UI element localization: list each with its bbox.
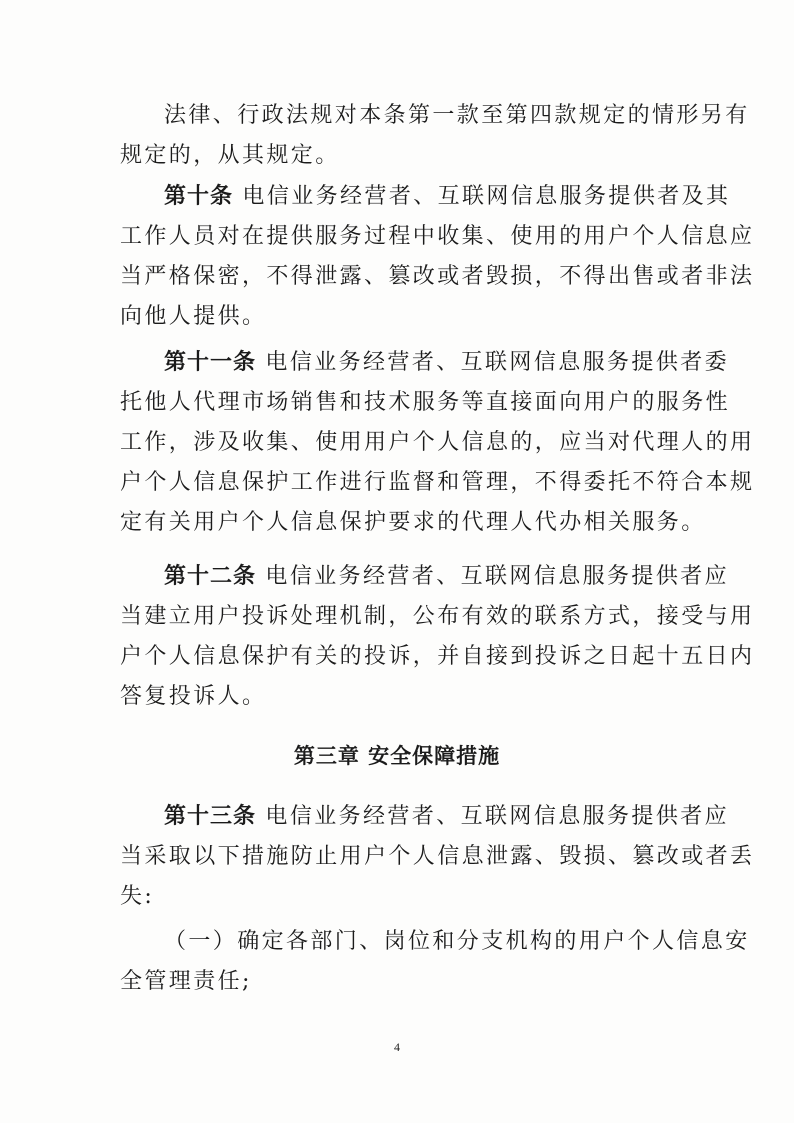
text-line: 电信业务经营者、互联网信息服务提供者委 bbox=[265, 350, 730, 375]
text-line: 法律、行政法规对本条第一款至第四款规定的情形另有 bbox=[164, 103, 750, 128]
article-number: 第十一条 bbox=[164, 349, 257, 375]
text-line: 当建立用户投诉处理机制，公布有效的联系方式，接受与用 bbox=[120, 604, 755, 629]
text-line: 当严格保密，不得泄露、篡改或者毁损，不得出售或者非法 bbox=[120, 264, 755, 289]
list-item bbox=[120, 922, 750, 1002]
text-line: 当采取以下措施防止用户个人信息泄露、毁损、篡改或者丢 bbox=[120, 844, 755, 869]
article-10 bbox=[120, 176, 755, 337]
text-line: 答复投诉人。 bbox=[120, 684, 267, 709]
text-line: 工作，涉及收集、使用用户个人信息的，应当对代理人的用 bbox=[120, 430, 755, 455]
text-line: 全管理责任; bbox=[120, 969, 252, 994]
paragraph-continuation bbox=[120, 96, 750, 176]
text-line: 托他人代理市场销售和技术服务等直接面向用户的服务性 bbox=[120, 390, 731, 415]
text-line: 规定的，从其规定。 bbox=[120, 143, 340, 168]
text-line: 户个人信息保护工作进行监督和管理，不得委托不符合本规 bbox=[120, 470, 755, 495]
page-number: 4 bbox=[394, 1040, 400, 1054]
text-line: 工作人员对在提供服务过程中收集、使用的用户个人信息应 bbox=[120, 224, 755, 249]
text-line: 户个人信息保护有关的投诉，并自接到投诉之日起十五日内 bbox=[120, 644, 755, 669]
article-number: 第十三条 bbox=[164, 803, 257, 829]
article-11 bbox=[120, 342, 755, 543]
text-line: 电信业务经营者、互联网信息服务提供者应 bbox=[265, 564, 730, 589]
text-line: 向他人提供。 bbox=[120, 304, 267, 329]
chapter-heading: 第三章 安全保障措施 bbox=[293, 744, 501, 768]
article-number: 第十条 bbox=[164, 183, 234, 209]
article-12 bbox=[120, 556, 755, 717]
text-line: 电信业务经营者、互联网信息服务提供者应 bbox=[265, 804, 730, 829]
text-line: 定有关用户个人信息保护要求的代理人代办相关服务。 bbox=[120, 510, 706, 535]
text-line: 失: bbox=[120, 884, 155, 909]
article-13 bbox=[120, 796, 755, 917]
text-line: 电信业务经营者、互联网信息服务提供者及其 bbox=[242, 184, 731, 209]
article-number: 第十二条 bbox=[164, 563, 257, 589]
text-line: （一）确定各部门、岗位和分支机构的用户个人信息安 bbox=[164, 929, 750, 954]
